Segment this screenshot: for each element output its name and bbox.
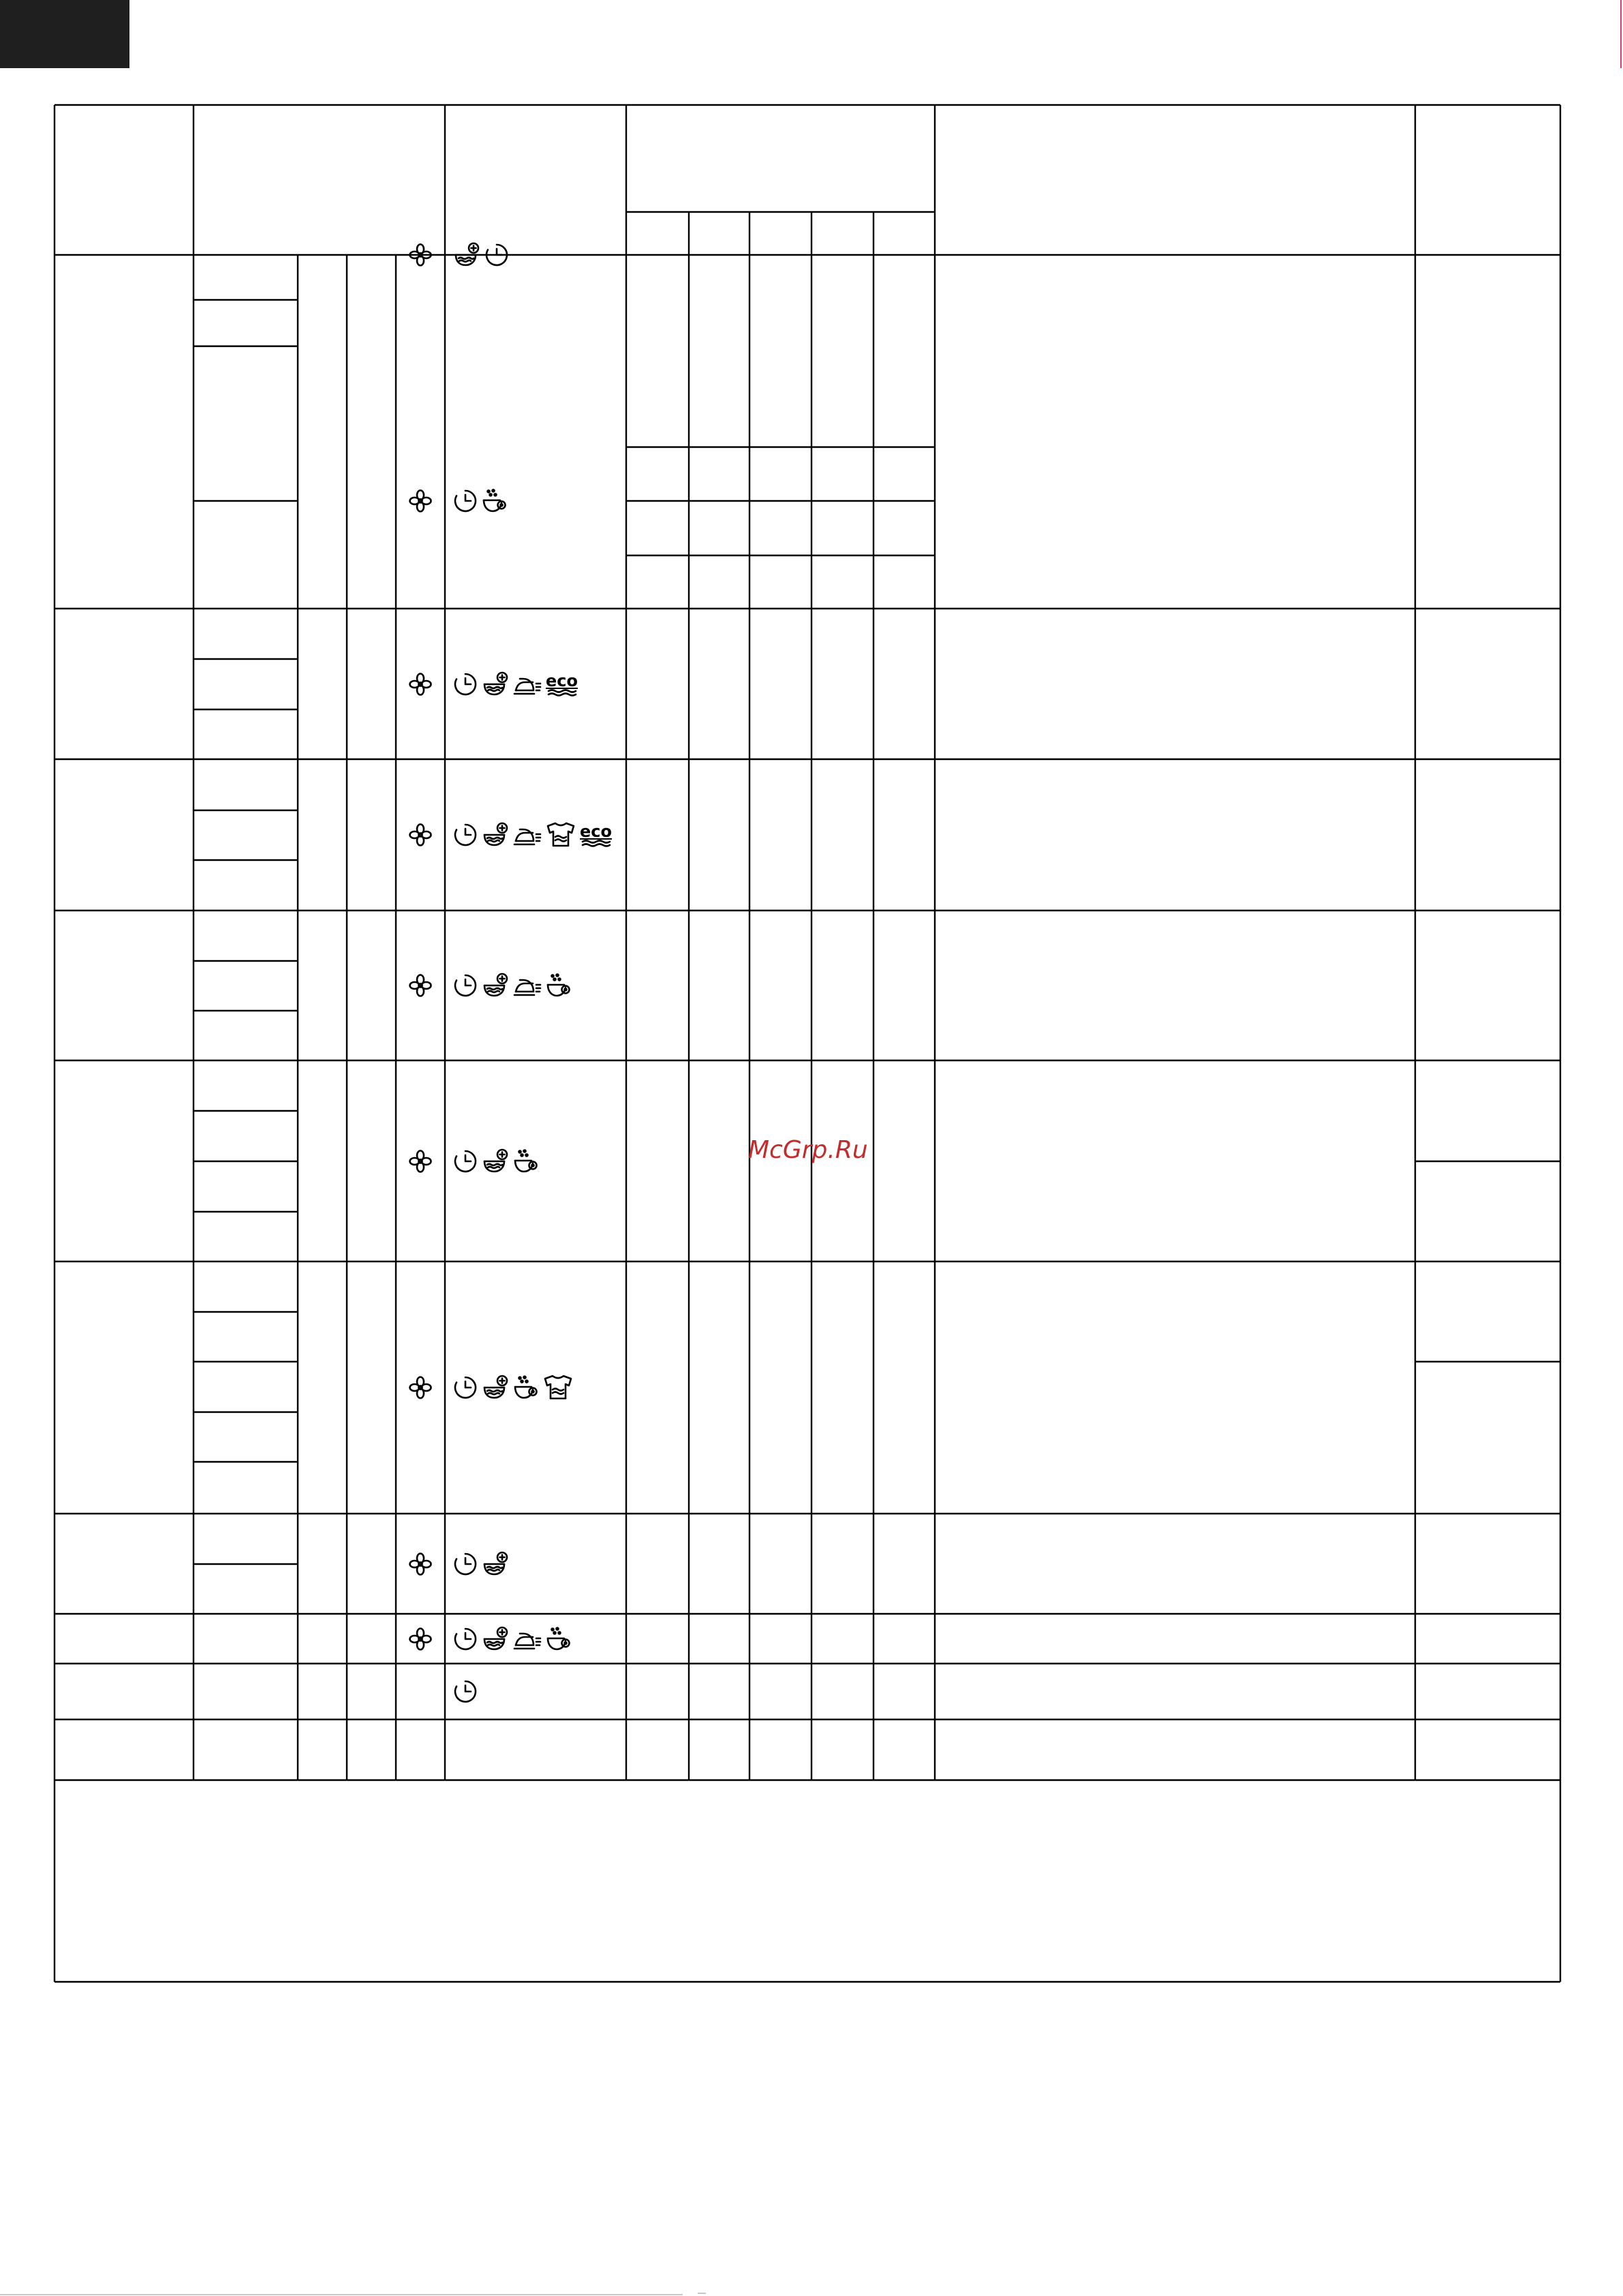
- function-icons-cell: [446, 1261, 625, 1514]
- iron-icon: [513, 673, 542, 696]
- timer-icon: [453, 1375, 478, 1400]
- function-icons-cell: [446, 1514, 625, 1614]
- steam-plus-icon: [482, 1627, 509, 1651]
- iron-icon: [513, 974, 542, 997]
- timer-icon: [453, 489, 478, 513]
- fan-cell: [396, 393, 445, 609]
- function-icons-cell: [446, 759, 625, 910]
- fan-icon: [409, 489, 432, 512]
- function-icons-cell: [446, 1664, 625, 1719]
- fan-cell: [396, 609, 445, 759]
- drops-icon: [546, 1627, 572, 1651]
- timer-icon: [453, 823, 478, 847]
- timer-icon: [484, 243, 509, 267]
- fan-icon: [409, 673, 432, 696]
- fan-cell: [396, 1060, 445, 1261]
- fan-icon: [409, 243, 432, 266]
- fan-icon: [409, 974, 432, 997]
- function-icons-cell: [446, 1614, 625, 1664]
- function-icons-cell: [446, 1060, 625, 1261]
- timer-icon: [453, 1679, 478, 1704]
- timer-icon: [453, 1149, 478, 1174]
- drops-icon: [546, 973, 572, 998]
- fan-cell: [396, 1614, 445, 1664]
- function-icons-cell: [446, 910, 625, 1060]
- steam-plus-icon: [482, 1552, 509, 1576]
- steam-plus-icon: [482, 823, 509, 847]
- fan-cell: [396, 1514, 445, 1614]
- fan-cell: [396, 759, 445, 910]
- fan-cell: [396, 1261, 445, 1514]
- fan-icon: [409, 1150, 432, 1173]
- steam-plus-icon: [482, 1149, 509, 1174]
- fan-icon: [409, 1376, 432, 1399]
- watermark: McGrp.Ru: [748, 1135, 868, 1164]
- drops-icon: [513, 1375, 539, 1400]
- function-icons-cell: [446, 609, 625, 759]
- timer-icon: [453, 1627, 478, 1651]
- shirt-icon: [543, 1375, 573, 1400]
- steam-plus-icon: [482, 973, 509, 998]
- fan-icon: [409, 1552, 432, 1576]
- fan-icon: [409, 823, 432, 846]
- drops-icon: [513, 1149, 539, 1174]
- iron-icon: [513, 1627, 542, 1651]
- eco-waves: [547, 689, 577, 696]
- fan-icon: [409, 1627, 432, 1651]
- shirt-icon: [546, 822, 576, 848]
- iron-icon: [513, 823, 542, 846]
- drops-icon: [482, 489, 508, 513]
- eco-icon: [546, 673, 578, 696]
- eco-icon: [580, 823, 612, 846]
- timer-icon: [453, 1552, 478, 1576]
- fan-cell: [396, 910, 445, 1060]
- steam-plus-icon: [482, 672, 509, 697]
- steam-plus-icon: [482, 1375, 509, 1400]
- eco-label: eco: [546, 671, 578, 690]
- eco-waves: [581, 840, 611, 846]
- function-icons-cell: [446, 393, 625, 609]
- timer-icon: [453, 672, 478, 697]
- bottom-rule: [0, 2294, 683, 2295]
- eco-label: eco: [580, 822, 612, 841]
- bottom-dot: [698, 2293, 706, 2294]
- steam-plus-icon: [453, 243, 480, 267]
- timer-icon: [453, 973, 478, 998]
